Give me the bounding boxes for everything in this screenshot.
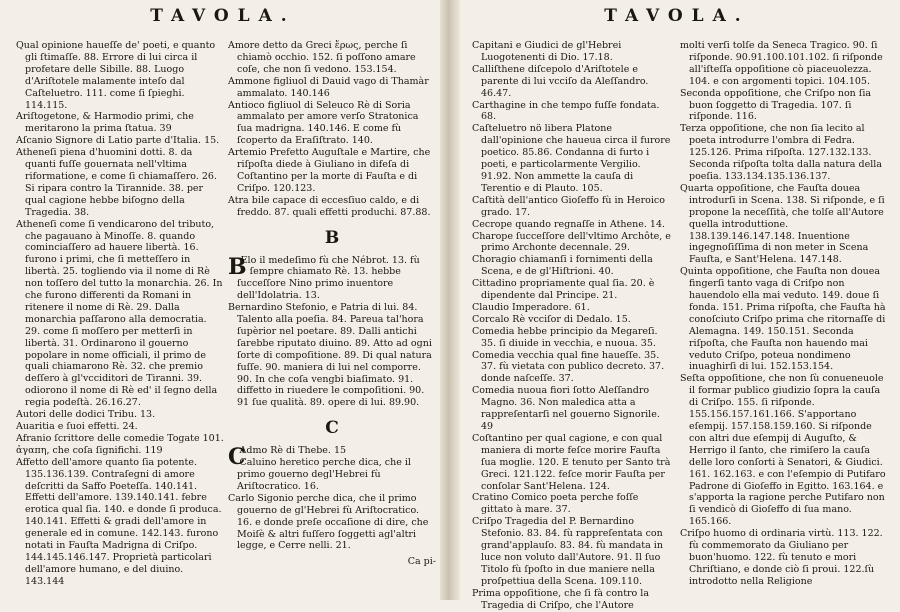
section-letter-b: B: [324, 227, 340, 248]
index-entry: Capitani e Giudici de gl'Hebrei Luogotenenti di Dio. 17.18.: [472, 40, 622, 63]
index-entry: Seſta oppoſitione, che non ſù conueneuole il formar publico giudizio ſopra la cauſa di Criſpo. 155. ſi riſponde. 155.156.157.161.166. S'apportano eſempij. 157.158.159.160. Si riſponde con altri due eſempij di Auguſto, & Herrigo il ſanto, che rimiſero la cauſa delle loro conſorti à Senatori, & Giudici. 161. 162.163. e con l'eſempio di Putifaro Padrone di Gioſeffo in Egitto. 163.164. e s'apporta la ragione perche Putifaro non ſi vendicò di Gioſeffo di ſua mano. 165.166.: [680, 373, 886, 528]
dropcap-b: B: [228, 253, 247, 280]
index-entry: Charope ſucceſſore dell'vltimo Archôte, e primo Archonte decennale. 29.: [472, 230, 671, 254]
index-entry: Prima oppoſitione, che ſi fà contro la Tragedia di Criſpo, che l'Autore: [472, 587, 649, 611]
index-entry: Atra bile capace di eccesſiuo caldo, e di freddo. 87. quali effetti produchi. 87.88.: [228, 194, 431, 218]
index-entry: Caſteluetro nö libera Platone dall'opinione che haueua circa il furore poetico. 85.86. Condanna di furto i poeti, e particolarmente Vergilio. 91.92. Non ammette la cauſa di Terentio e di Plauto. 105.: [472, 123, 671, 194]
left-page: [0, 0, 446, 600]
index-entry: Affetto dell'amore quanto ſia potente. 135.136.139. Contraſegni di amore deſcritti da Saffo Poeteſſa. 140.141. Effetti dell'amore. 139.140.141. febre erotica qual ſia. 140. e donde ſi produca. 140.141. Effetti & gradi dell'amore in generale ed in comune. 142.143. furono notati in Fauſta Madrigna di Criſpo. 144.145.146.147. Proprietà particolari dell'amore humano, e del diuino. 143.144: [16, 456, 222, 587]
index-entry: Cecrope quando regnaſſe in Athene. 14.: [472, 218, 666, 230]
index-entry: Quarta oppoſitione, che Fauſta douea introdurſi in Scena. 138. Si riſponde, e ſi propone la neceſſità, che tolſe all'Autore quella introduttione. 138.139.146.147.148. Inuentione ingegnoſiſſima di non meter in Scena Fauſta, e Sant'Helena. 147.148.: [680, 182, 885, 266]
dropcap-c: C: [228, 444, 246, 471]
index-entry: Quinta oppoſitione, che Fauſta non douea fingerſi tanto vaga di Criſpo non hauendolo ella mai veduto. 149. doue ſi fonda. 151. Prima riſpoſta, che Fauſta hà conoſciuto Criſpo prima che ritornaſſe di Alemagna. 149. 150.151. Seconda riſpoſta, che Fauſta non hauendo mai veduto Criſpo, poteua nondimeno inuaghirſi di lui. 152.153.154.: [680, 266, 886, 373]
right-page-header: TAVOLA.: [604, 6, 750, 26]
index-entry: [228, 255, 436, 303]
index-entry: Comedia hebbe principio da Megareſi. 35. ſi diuide in vecchia, e nuoua. 35.: [472, 325, 658, 349]
left-column-1: [16, 40, 224, 588]
index-entry: ἀγαπη, che coſa ſignifichi. 119: [16, 444, 163, 456]
index-entry: Calliſthene diſcepolo d'Ariſtotele e parente di lui vcciſo da Aleſſandro. 46.47.: [472, 63, 649, 99]
right-column-2: [680, 40, 888, 588]
index-entry: Aſcanio Signore di Latio parte d'Italia. 15.: [16, 135, 220, 147]
catchword: Ca pi-: [407, 556, 436, 568]
index-entry: Atheneſi piena d'huomini dotti. 8. da quanti fuſſe gouernata nell'vltima riformatione, e come ſi chiamaſſero. 26. Si ripara contro la Tirannide. 38. per qual cagione hebbe biſogno della Tragedia. 38.: [16, 147, 217, 218]
index-entry: Comedia vecchia qual fine haueſſe. 35. 37. fù vietata con publico decreto. 37. donde naſceſſe. 37.: [472, 349, 665, 385]
index-entry: Carlo Sigonio perche dica, che il primo gouerno de gl'Hebrei fù Ariſtocratico. 16. e donde preſe occaſione di dire, che Moiſè & altri fuſſero ſoggetti agl'altri legge, e Cerre nelli. 21.: [228, 492, 429, 552]
index-entry: Cittadino propriamente qual ſia. 20. è dipendente dal Principe. 21.: [472, 278, 655, 302]
right-page: [454, 0, 900, 611]
left-page-header: TAVOLA.: [150, 6, 296, 26]
index-entry: Artemio Prefetto Auguſtale e Martire, che riſpoſta diede à Giuliano in difeſa di Coſtantino per la morte di Fauſta e di Criſpo. 120.123.: [228, 147, 431, 194]
index-entry: Coſtantino per qual cagione, e con qual maniera di morte feſce morire Fauſta ſua moglie. 120. E tenuto per Santo trà Greci. 121.122. feſce morir Fauſta per conſolar Sant'Helena. 124.: [472, 432, 671, 492]
index-entry: Criſpo Tragedia del P. Bernardino Stefonio. 83. 84. fù rappreſentata con grand'applauſo. 83. 84. fù mandata in luce non voluto dall'Autore. 91. Il ſuo Titolo fù ſpoſto in due maniere nella proſpettiua della Scena. 109.110.: [472, 516, 663, 587]
index-entry: Cratino Comico poeta perche foſſe gittato à mare. 37.: [472, 492, 639, 516]
index-entry: Carthagine in che tempo fuſſe fondata. 68.: [472, 99, 660, 123]
index-entry: Ammone figliuol di Dauid vago di Thamàr ammalato. 140.146: [228, 75, 429, 99]
index-entry: Choragio chiamanſi i fornimenti della Scena, e de gl'Hiſtrioni. 40.: [472, 254, 653, 278]
entry-text: Admo Rè di Thebe. 15: [239, 445, 347, 457]
entry-text: Elo il medeſimo fù che Nébrot. 13. fù ſempre chiamato Rè. 13. hebbe ſucceſſore Nino primo inuentore dell'Idolatria. 13.: [237, 254, 420, 302]
index-entry: Criſpo huomo di ordinaria virtù. 113. 122. fù commemorato da Giuliano per buon'huomo. 122. fù tenuto e mori Chriſtiano, e donde ciò ſi proui. 122.ſù introdotto nella Religione: [680, 528, 883, 587]
index-entry: [228, 444, 436, 471]
index-entry: Amore detto da Greci ἔρως, perche ſi chiamò occhio. 152. ſi poſſono amare coſe, che non ſi vedono. 153.154.: [228, 40, 416, 75]
index-entry: Terza oppoſitione, che non ſia lecito al poeta introdurre l'ombra di Fedra. 125.126. Prima riſpoſta. 127.132.133. Seconda riſpoſta tolta dalla natura della poeſia. 133.134.135.136.137.: [680, 123, 882, 182]
index-entry: Afranio ſcrittore delle comedie Togate 101.: [16, 432, 224, 444]
index-entry: Antioco figliuol di Seleuco Rè di Soria ammalato per amore verſo Stratonica ſua madrigna. 140.146. E come fù ſcoperto da Eraſiſtrato. 140.: [228, 99, 419, 147]
index-entry: Auaritia e ſuoi effetti. 24.: [16, 421, 138, 432]
index-entry: Ariſtogetone, & Harmodio primi, che meritarono la prima ſtatua. 39: [16, 111, 194, 135]
index-entry: molti verſi tolſe da Seneca Tragico. 90. ſi riſponde. 90.91.100.101.102. ſi riſponde all'iſteſſa oppoſitione cò piaceuolezza. 104. e con argomenti topici. 104.105.: [680, 40, 883, 87]
left-column-2: [228, 40, 436, 568]
index-entry: Qual opinione haueſſe de' poeti, e quanto gli ſtimaſſe. 88. Errore di lui circa il profetare delle Sibille. 88. Luogo d'Ariſtotele malamente inteſo dal Caſteluetro. 111. come ſi ſpieghi. 114.115.: [16, 40, 216, 111]
index-entry: Caſtità dell'antico Gioſeffo fù in Heroico grado. 17.: [472, 194, 665, 218]
right-column-1: [472, 40, 672, 612]
index-entry: Caluino heretico perche dica, che il primo gouerno degl'Hebrei fù Ariſtocratico. 16.: [237, 457, 411, 492]
index-entry: Atheneſi come ſi vendicarono del tributo, che pagauano à Minoſſe. 8. quando cominciaſſero ad hauere libertà. 16. furono i primi, che ſi metteſſero in libertà. 25. togliendo via il nome di Rè non toſſero del tutto la monarchia. 26. In che furono differenti da Romani in ritenere il nome di Rè. 29. Dalla monarchia paſſarono alla democratia. 29. come ſi moſſero per metterſi in libertà. 31. Ordinarono il gouerno popolare in nome officiali, il primo de quali chiamarono Rè. 32. che premio deſſero à gl'vcciditori de Tiranni. 39. odiorono il nome di Rè ed' il ſegno della regia podeſtà. 26.16.27.: [16, 218, 223, 409]
index-entry: Bernardino Stefonio, e Patria di lui. 84. Talento alla poeſia. 84. Pareua tal'hora ſupèrior nel poetare. 89. Dalli antichi ſarebbe riputato diuino. 89. Atto ad ogni ſorte di compoſitione. 89. Di qual natura fuſſe. 90. maniera di lui nel comporre. 90. In che coſa vengbi biaſimato. 91. diffetto in riuedere le compoſitioni. 90. 91 ſue qualità. 89. opere di lui. 89.90.: [228, 302, 432, 409]
index-entry: Claudio Imperadore. 61.: [472, 301, 590, 313]
index-entry: Comedia nuoua fiori ſotto Aleſſandro Magno. 36. Non maledica atta a rappreſentarſi nel gouerno Signorile. 49: [472, 385, 660, 432]
index-entry: Autori delle dodici Tribu. 13.: [16, 409, 156, 421]
section-letter-c: C: [325, 418, 339, 439]
index-entry: Seconda oppoſitione, che Criſpo non ſia buon ſoggetto di Tragedia. 107. ſi riſponde. 116.: [680, 87, 872, 123]
index-entry: Corcalo Rè vcciſor di Dedalo. 15.: [472, 313, 631, 325]
